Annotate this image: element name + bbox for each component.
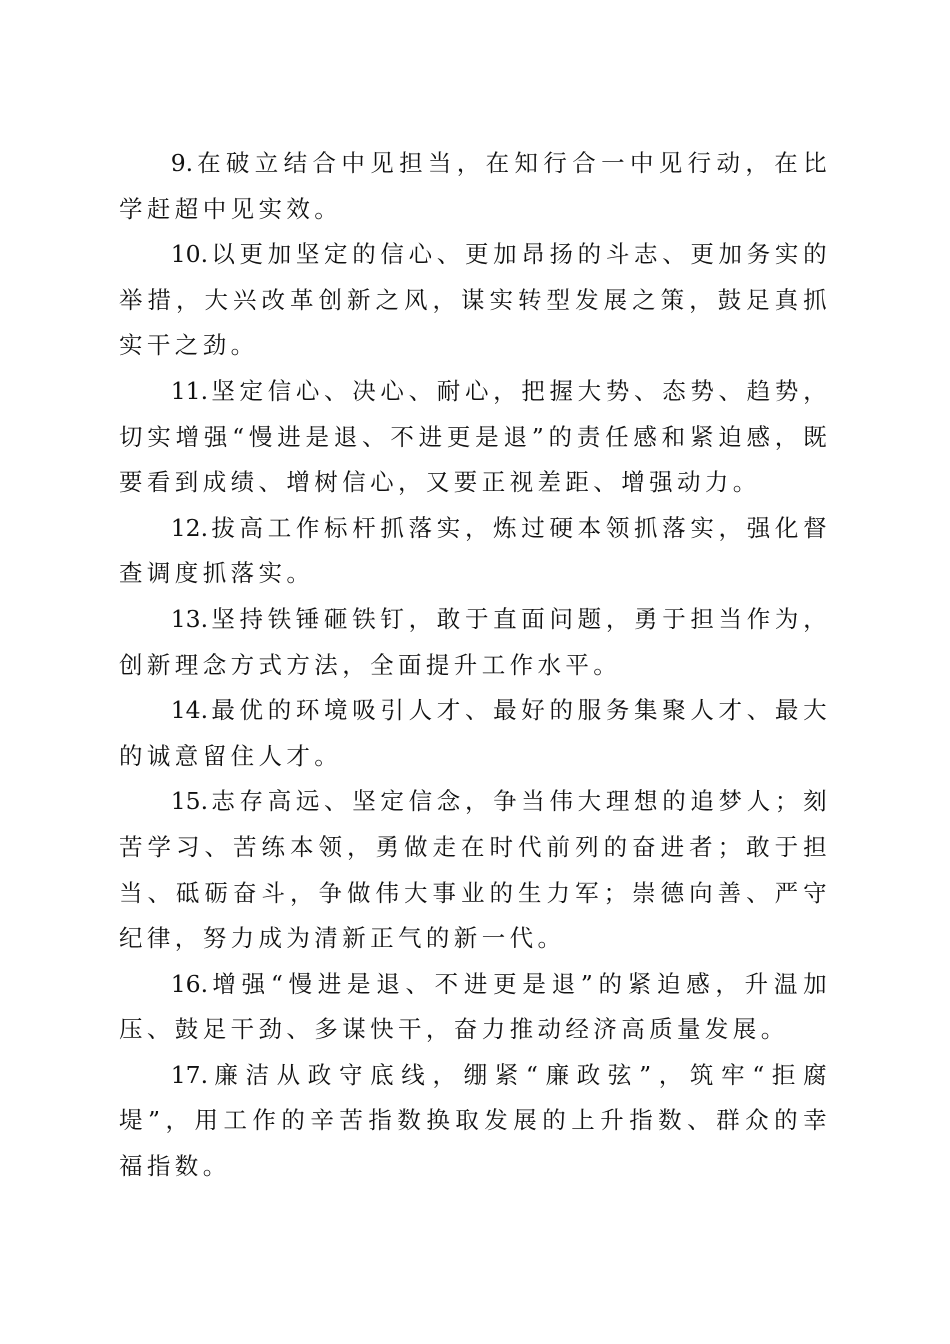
paragraph-16 xyxy=(119,962,831,1053)
paragraph-13 xyxy=(119,597,831,688)
paragraph-text: 志存高远、坚定信念，争当伟大理想的追梦人；刻苦学习、苦练本领，勇做走在时代前列的奋进者；敢于担当、砥砺奋斗，争做伟大事业的生力军；崇德向善、严守纪律，努力成为清新正气的新一代。 xyxy=(119,787,831,953)
paragraph-number: 14. xyxy=(170,696,209,725)
paragraph-text: 增强“慢进是退、不进更是退”的紧迫感，升温加压、鼓足干劲、多谋快干，奋力推动经济高质量发展。 xyxy=(119,969,831,1044)
paragraph-number: 15. xyxy=(170,787,209,816)
paragraph-number: 9. xyxy=(170,149,194,177)
paragraph-10 xyxy=(119,232,831,369)
paragraph-text: 坚定信心、决心、耐心，把握大势、态势、趋势，切实增强“慢进是退、不进更是退”的责任感和紧迫感，既要看到成绩、增树信心，又要正视差距、增强动力。 xyxy=(119,376,831,497)
paragraph-number: 12. xyxy=(170,513,209,542)
paragraph-number: 13. xyxy=(170,604,209,633)
paragraph-12 xyxy=(119,506,831,597)
paragraph-text: 在破立结合中见担当，在知行合一中见行动，在比学赶超中见实效。 xyxy=(119,149,831,223)
paragraph-14 xyxy=(119,688,831,779)
document-body xyxy=(119,141,831,1190)
paragraph-number: 17. xyxy=(170,1060,209,1089)
paragraph-number: 16. xyxy=(170,969,209,998)
paragraph-text: 以更加坚定的信心、更加昂扬的斗志、更加务实的举措，大兴改革创新之风，谋实转型发展之策，鼓足真抓实干之劲。 xyxy=(119,240,831,360)
paragraph-11 xyxy=(119,369,831,506)
paragraph-text: 最优的环境吸引人才、最好的服务集聚人才、最大的诚意留住人才。 xyxy=(119,696,831,770)
paragraph-number: 10. xyxy=(170,240,209,269)
paragraph-17 xyxy=(119,1053,831,1190)
paragraph-number: 11. xyxy=(170,376,209,405)
paragraph-text: 坚持铁锤砸铁钉，敢于直面问题，勇于担当作为，创新理念方式方法，全面提升工作水平。 xyxy=(119,604,831,679)
paragraph-15 xyxy=(119,779,831,961)
paragraph-text: 廉洁从政守底线，绷紧“廉政弦”，筑牢“拒腐堤”，用工作的辛苦指数换取发展的上升指数、群众的幸福指数。 xyxy=(119,1060,831,1181)
paragraph-9 xyxy=(119,141,831,232)
paragraph-text: 拔高工作标杆抓落实，炼过硬本领抓落实，强化督查调度抓落实。 xyxy=(119,513,831,588)
